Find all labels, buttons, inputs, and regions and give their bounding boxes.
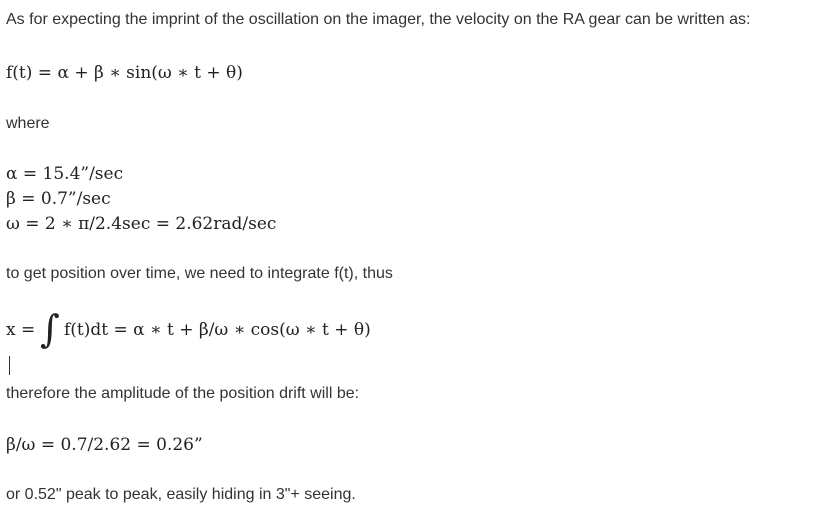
omega-definition: ω = 2 ∗ π/2.4sec = 2.62rad/sec xyxy=(6,214,277,234)
amplitude-equation: β/ω = 0.7/2.62 = 0.26” xyxy=(6,435,203,455)
intro-paragraph: As for expecting the imprint of the oscillation on the imager, the velocity on the RA gear can be written as: xyxy=(6,11,751,28)
integral-symbol: ∫ xyxy=(40,307,60,351)
integrate-paragraph: to get position over time, we need to integrate f(t), thus xyxy=(6,265,393,282)
velocity-equation: f(t) = α + β ∗ sin(ω ∗ t + θ) xyxy=(6,63,243,83)
beta-definition: β = 0.7”/sec xyxy=(6,189,111,209)
amplitude-paragraph: therefore the amplitude of the position drift will be: xyxy=(6,385,360,402)
conclusion-paragraph: or 0.52" peak to peak, easily hiding in 3"+ seeing. xyxy=(6,486,356,503)
alpha-definition: α = 15.4”/sec xyxy=(6,164,124,184)
where-label: where xyxy=(6,115,50,132)
text-cursor xyxy=(9,356,10,375)
position-equation-rhs: f(t)dt = α ∗ t + β/ω ∗ cos(ω ∗ t + θ) xyxy=(64,320,371,340)
position-equation-lhs: x = xyxy=(6,320,36,340)
